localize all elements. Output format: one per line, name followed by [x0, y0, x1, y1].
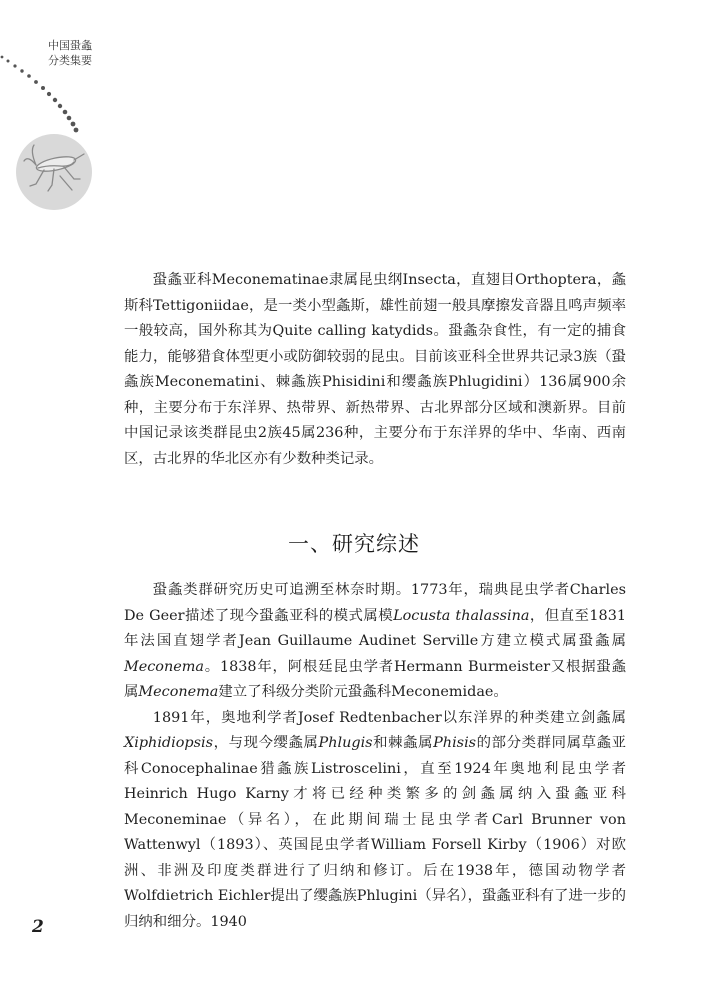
section-heading: 一、研究综述 — [288, 532, 420, 556]
italic-taxon-name: Phisis — [433, 735, 477, 751]
text-run: 蛩螽类群研究历史可追溯至林奈时期。1773年，瑞典昆虫学者Charles De Geer描述了现今蛩螽亚科的模式属模 — [124, 582, 626, 624]
review-section-body — [124, 578, 626, 935]
text-run: ，但直至1831年法国直翅学者Jean Guillaume Audinet Serville方建立模式属蛩螽属 — [124, 607, 627, 649]
running-head-line-1: 中国蛩螽 — [48, 39, 92, 52]
running-head-line-2: 分类集要 — [48, 54, 92, 67]
text-run: 的部分类群同属草螽亚科Conocephalinae猎螽族Listroscelini，直至1924年奥地利昆虫学者Heinrich Hugo Karny才将已经种类繁多的剑螽属纳入蛩螽亚科Meconeminae（异名），在此期间瑞士昆虫学者Carl Brunner von Wattenwyl（1893）、英国昆虫学者William Forsell Kirby（1906）对欧洲、非洲及印度类群进行了归纳和修订。后在1938年，德国动物学者Wolfdietrich Eichler提出了缨螽族Phlugini（异名），蛩螽亚科有了进一步的归纳和细分。1940 — [124, 735, 626, 930]
page-number: 2 — [32, 917, 44, 937]
text-run: 。1838年，阿根廷昆虫学者Hermann Burmeister又根据蛩螽属 — [124, 658, 626, 700]
text-run: 和棘螽属 — [372, 735, 434, 751]
paragraph — [124, 268, 626, 472]
italic-taxon-name: Meconema — [138, 684, 219, 700]
intro-paragraph — [124, 268, 626, 472]
decorative-dotted-arc — [0, 0, 90, 140]
italic-taxon-name: Phlugis — [318, 735, 373, 751]
text-run: 建立了科级分类阶元蛩螽科Meconemidae。 — [218, 684, 508, 700]
text-run: 1891年，奥地利学者Josef Redtenbacher以东洋界的种类建立剑螽属 — [152, 709, 626, 726]
italic-taxon-name: Xiphidiopsis — [124, 735, 213, 751]
italic-taxon-name: Locusta thalassina — [393, 607, 530, 624]
italic-taxon-name: Meconema — [124, 658, 204, 675]
text-run: 蛩螽亚科Meconematinae隶属昆虫纲Insecta，直翅目Orthoptera，螽斯科Tettigoniidae，是一类小型螽斯，雄性前翅一般具摩擦发音器且鸣声频率一般较高，国外称其为Quite calling katydids。蛩螽杂食性，有一定的捕食能力，能够猎食体型更小或防御较弱的昆虫。目前该亚科全世界共记录3族（蛩螽族Meconematini、棘螽族Phisidini和缨螽族Phlugidini）136属900余种，主要分布于东洋界、热带界、新热带界、古北界部分区域和澳新界。目前中国记录该类群昆虫2族45属236种，主要分布于东洋界的华中、华南、西南区，古北界的华北区亦有少数种类记录。 — [124, 272, 626, 467]
katydid-emblem-icon — [14, 132, 94, 212]
paragraph — [124, 706, 626, 936]
text-run: ，与现今缨螽属 — [213, 735, 319, 751]
paragraph — [124, 578, 626, 706]
